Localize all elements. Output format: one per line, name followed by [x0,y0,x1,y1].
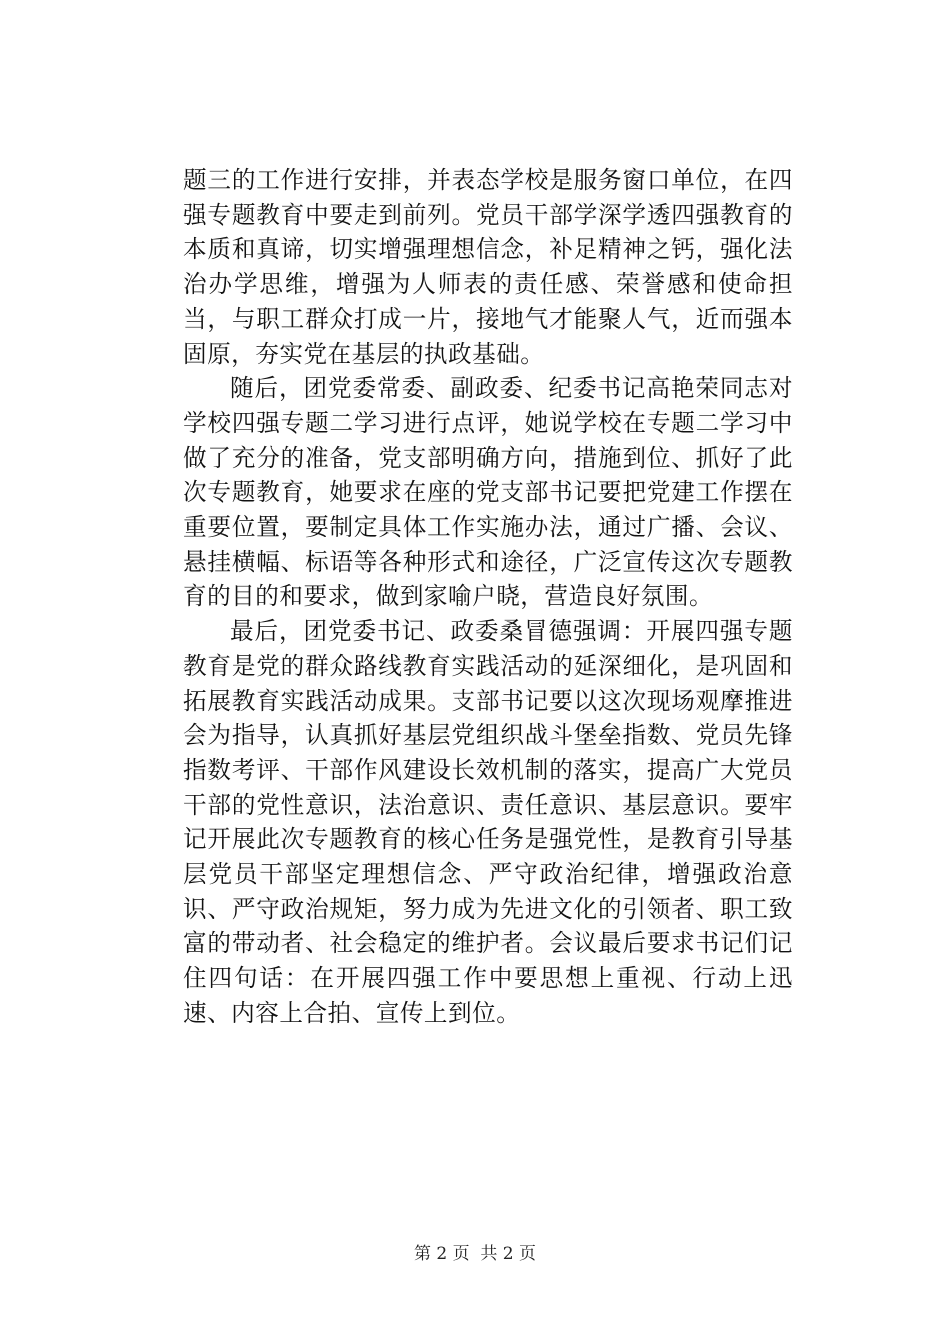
page-footer: 第 2 页 共 2 页 [413,1244,537,1264]
paragraph-conclusion: 最后，团党委书记、政委桑冒德强调：开展四强专题教育是党的群众路线教育实践活动的延深细化，是巩固和拓展教育实践活动成果。支部书记要以这次现场观摩推进会为指导，认真抓好基层党组织战斗堡垒指数、党员先锋指数考评、干部作风建设长效机制的落实，提高广大党员干部的党性意识，法治意识、责任意识、基层意识。要牢记开展此次专题教育的核心任务是强党性，是教育引导基层党员干部坚定理想信念、严守政治纪律，增强政治意识、严守政治规矩，努力成为先进文化的引领者、职工致富的带动者、社会稳定的维护者。会议最后要求书记们记住四句话：在开展四强工作中要思想上重视、行动上迅速、内容上合拍、宣传上到位。 [183,617,793,1027]
document-body [183,163,793,1031]
paragraph-review: 随后，团党委常委、副政委、纪委书记高艳荣同志对学校四强专题二学习进行点评，她说学校在专题二学习中做了充分的准备，党支部明确方向，措施到位、抓好了此次专题教育，她要求在座的党支部书记要把党建工作摆在重要位置，要制定具体工作实施办法，通过广播、会议、悬挂横幅、标语等各种形式和途径，广泛宣传这次专题教育的目的和要求，做到家喻户晓，营造良好氛围。 [183,374,793,611]
paragraph-continuation: 题三的工作进行安排，并表态学校是服务窗口单位，在四强专题教育中要走到前列。党员干部学深学透四强教育的本质和真谛，切实增强理想信念，补足精神之钙，强化法治办学思维，增强为人师表的责任感、荣誉感和使命担当，与职工群众打成一片，接地气才能聚人气，近而强本固原，夯实党在基层的执政基础。 [183,166,793,368]
